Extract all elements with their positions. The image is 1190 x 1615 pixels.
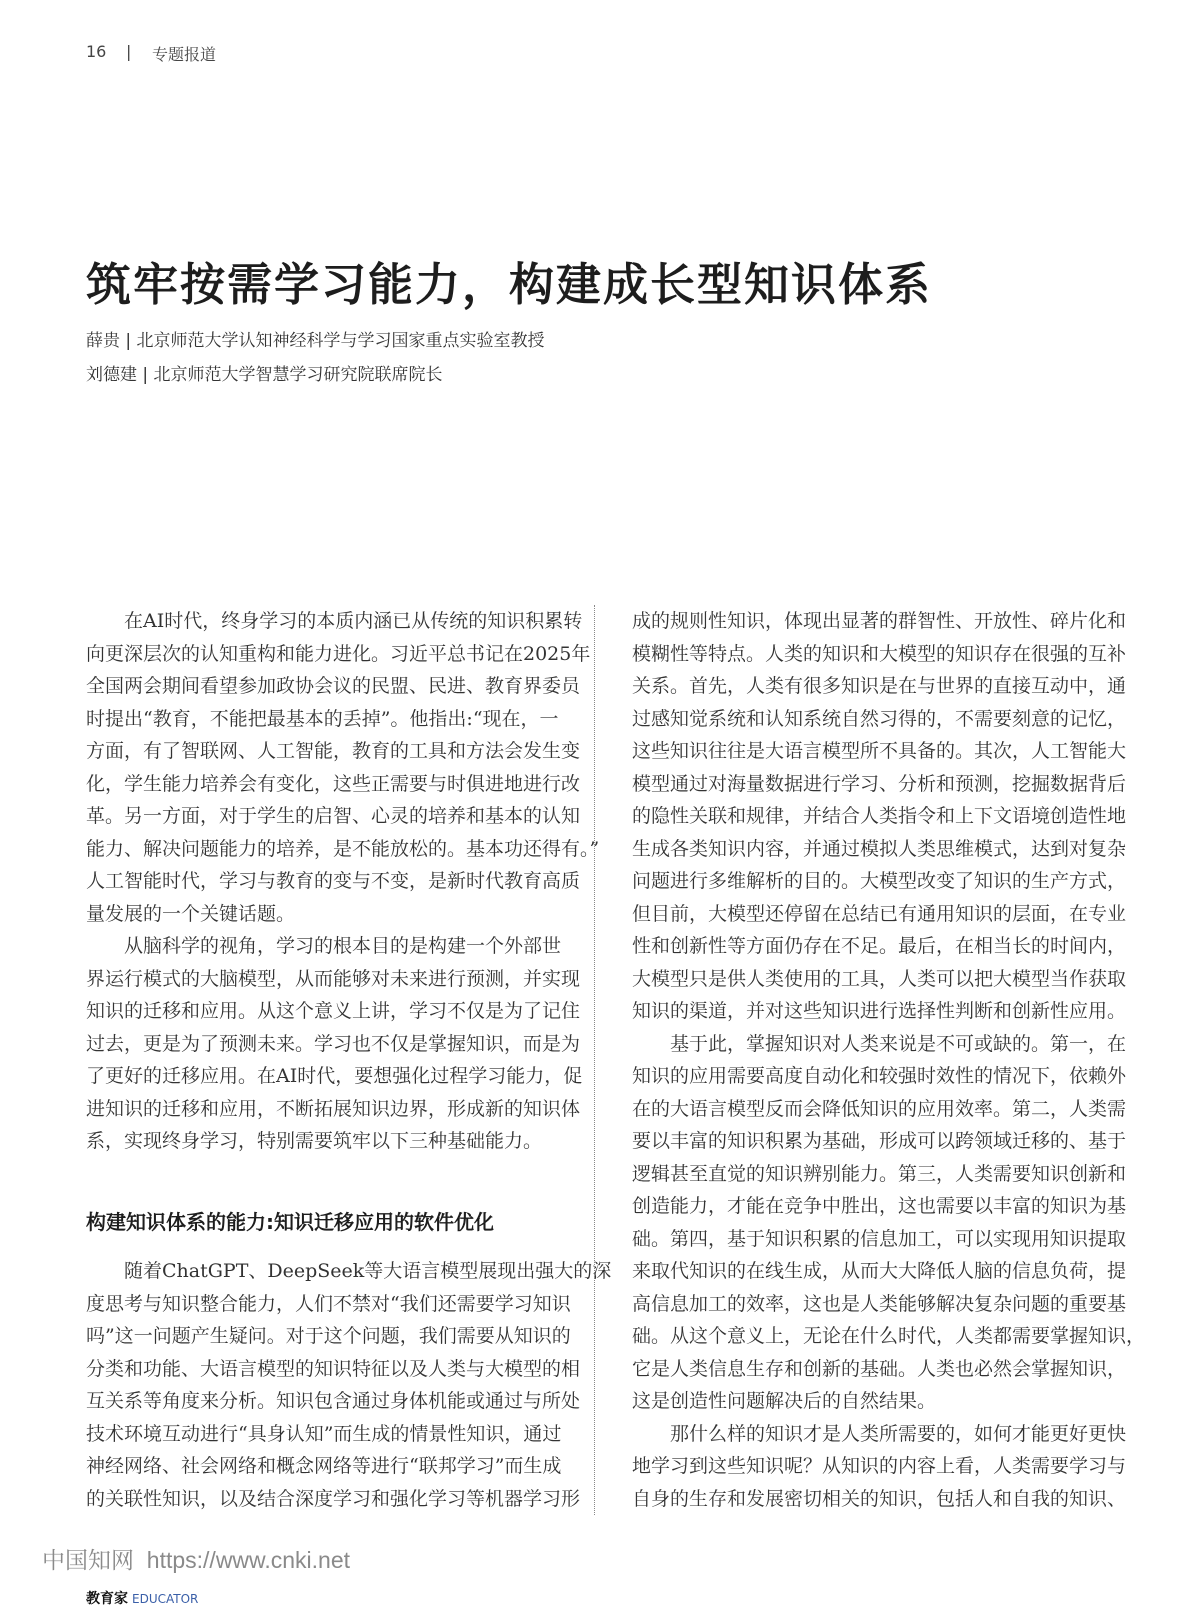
text-line: 过去，更是为了预测未来。学习也不仅是掌握知识，而是为 xyxy=(86,1032,581,1055)
text-line: 这是创造性问题解决后的自然结果。 xyxy=(632,1390,937,1412)
text-line: 要以丰富的知识积累为基础，形成可以跨领域迁移的、基于 xyxy=(632,1130,1127,1152)
text-line: 模型通过对海量数据进行学习、分析和预测，挖掘数据背后 xyxy=(632,772,1127,795)
text-line: 性和创新性等方面仍存在不足。最后，在相当长的时间内， xyxy=(632,935,1127,957)
text-line: 那什么样的知识才是人类所需要的，如何才能更好更快 xyxy=(670,1422,1127,1445)
text-line: 础。第四，基于知识积累的信息加工，可以实现用知识提取 xyxy=(632,1227,1127,1250)
text-line: 但目前，大模型还停留在总结已有通用知识的层面，在专业 xyxy=(632,902,1127,925)
text-line: 系，实现终身学习，特别需要筑牢以下三种基础能力。 xyxy=(86,1130,543,1152)
text-line: 在AI时代，终身学习的本质内涵已从传统的知识积累转 xyxy=(124,610,583,632)
text-line: 创造能力，才能在竞争中胜出，这也需要以丰富的知识为基 xyxy=(632,1195,1127,1217)
text-line: 在的大语言模型反而会降低知识的应用效率。第二，人类需 xyxy=(632,1097,1127,1120)
text-line: 进知识的迁移和应用，不断拓展知识边界，形成新的知识体 xyxy=(86,1097,581,1120)
text-line: 随着ChatGPT、DeepSeek等大语言模型展现出强大的深 xyxy=(124,1260,612,1282)
text-line: 互关系等角度来分析。知识包含通过身体机能或通过与所处 xyxy=(86,1390,581,1412)
text-line: 问题进行多维解析的目的。大模型改变了知识的生产方式， xyxy=(632,870,1127,892)
column-divider xyxy=(594,605,595,1515)
text-line: 化，学生能力培养会有变化，这些正需要与时俱进地进行改 xyxy=(86,772,581,795)
text-line: 神经网络、社会网络和概念网络等进行“联邦学习”而生成 xyxy=(86,1455,562,1477)
magazine-name-cn: 教育家 xyxy=(86,1591,128,1607)
text-line: 逻辑甚至直觉的知识辨别能力。第三，人类需要知识创新和 xyxy=(632,1162,1127,1185)
section-label: 专题报道 xyxy=(152,45,217,64)
text-line: 时提出“教育，不能把最基本的丢掉”。他指出:“现在，一 xyxy=(86,707,559,730)
page-number: 16 xyxy=(86,42,107,61)
text-line: 全国两会期间看望参加政协会议的民盟、民进、教育界委员 xyxy=(86,675,581,697)
text-line: 生成各类知识内容，并通过模拟人类思维模式，达到对复杂 xyxy=(632,837,1127,860)
text-line: 关系。首先，人类有很多知识是在与世界的直接互动中，通 xyxy=(632,675,1127,697)
text-line: 从脑科学的视角，学习的根本目的是构建一个外部世 xyxy=(124,935,562,957)
text-line: 地学习到这些知识呢？从知识的内容上看，人类需要学习与 xyxy=(632,1455,1127,1477)
text-line: 的关联性知识，以及结合深度学习和强化学习等机器学习形 xyxy=(86,1487,581,1510)
text-line: 了更好的迁移应用。在AI时代，要想强化过程学习能力，促 xyxy=(86,1065,583,1087)
text-line: 过感知觉系统和认知系统自然习得的，不需要刻意的记忆， xyxy=(632,707,1127,730)
section-heading: 构建知识体系的能力:知识迁移应用的软件优化 xyxy=(86,1209,494,1234)
text-line: 成的规则性知识，体现出显著的群智性、开放性、碎片化和 xyxy=(632,610,1127,632)
text-line: 自身的生存和发展密切相关的知识，包括人和自我的知识、 xyxy=(632,1487,1127,1510)
paragraph xyxy=(632,605,1127,1028)
text-line: 度思考与知识整合能力，人们不禁对“我们还需要学习知识 xyxy=(86,1292,571,1315)
magazine-logo xyxy=(86,1588,198,1608)
text-line: 知识的渠道，并对这些知识进行选择性判断和创新性应用。 xyxy=(632,1000,1127,1022)
text-line: 来取代知识的在线生成，从而大大降低人脑的信息负荷，提 xyxy=(632,1260,1127,1282)
magazine-name-en: EDUCATOR xyxy=(132,1592,199,1606)
text-line: 这些知识往往是大语言模型所不具备的。其次，人工智能大 xyxy=(632,740,1127,762)
author-line: 刘德建 | 北京师范大学智慧学习研究院联席院长 xyxy=(86,365,443,385)
text-line: 革。另一方面，对于学生的启智、心灵的培养和基本的认知 xyxy=(86,805,581,827)
paragraph xyxy=(632,1418,1127,1516)
paragraph xyxy=(632,1028,1146,1418)
text-line: 量发展的一个关键话题。 xyxy=(86,902,296,925)
paragraph xyxy=(86,605,600,930)
header-separator: | xyxy=(126,42,132,61)
text-line: 高信息加工的效率，这也是人类能够解决复杂问题的重要基 xyxy=(632,1292,1127,1315)
left-column xyxy=(86,605,612,1515)
text-line: 向更深层次的认知重构和能力进化。习近平总书记在2025年 xyxy=(86,642,591,665)
text-line: 础。从这个意义上，无论在什么时代，人类都需要掌握知识， xyxy=(632,1325,1146,1347)
cnki-watermark: 中国知网 https://www.cnki.net xyxy=(42,1547,351,1573)
text-line: 的隐性关联和规律，并结合人类指令和上下文语境创造性地 xyxy=(632,805,1127,827)
text-line: 界运行模式的大脑模型，从而能够对未来进行预测，并实现 xyxy=(86,967,581,990)
text-line: 方面，有了智联网、人工智能，教育的工具和方法会发生变 xyxy=(86,740,581,762)
right-column xyxy=(632,605,1146,1515)
text-line: 模糊性等特点。人类的知识和大模型的知识存在很强的互补 xyxy=(632,642,1127,665)
text-line: 能力、解决问题能力的培养，是不能放松的。基本功还得有。” xyxy=(86,837,600,860)
text-line: 大模型只是供人类使用的工具，人类可以把大模型当作获取 xyxy=(632,967,1127,990)
text-line: 人工智能时代，学习与教育的变与不变，是新时代教育高质 xyxy=(86,870,581,892)
text-line: 吗”这一问题产生疑问。对于这个问题，我们需要从知识的 xyxy=(86,1325,571,1347)
text-line: 知识的应用需要高度自动化和较强时效性的情况下，依赖外 xyxy=(632,1065,1127,1087)
article-title: 筑牢按需学习能力，构建成长型知识体系 xyxy=(86,258,933,311)
text-line: 分类和功能、大语言模型的知识特征以及人类与大模型的相 xyxy=(86,1357,581,1380)
text-line: 它是人类信息生存和创新的基础。人类也必然会掌握知识， xyxy=(632,1357,1127,1380)
author-line: 薛贵 | 北京师范大学认知神经科学与学习国家重点实验室教授 xyxy=(86,331,545,351)
paragraph xyxy=(86,1255,612,1515)
paragraph xyxy=(86,930,583,1158)
text-line: 技术环境互动进行“具身认知”而生成的情景性知识，通过 xyxy=(86,1422,562,1445)
text-line: 基于此，掌握知识对人类来说是不可或缺的。第一，在 xyxy=(670,1032,1127,1055)
text-line: 知识的迁移和应用。从这个意义上讲，学习不仅是为了记住 xyxy=(86,1000,581,1022)
